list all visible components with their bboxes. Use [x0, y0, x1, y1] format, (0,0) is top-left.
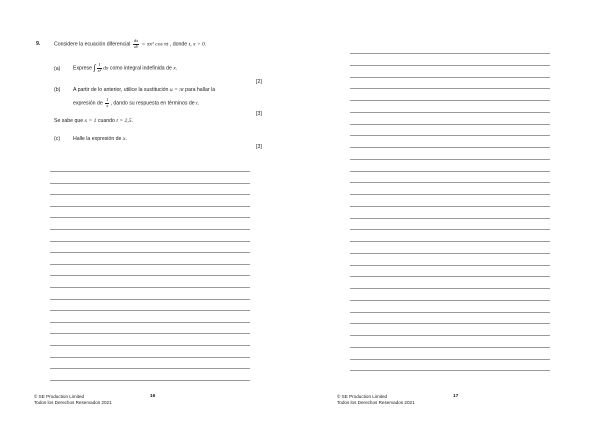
answer-line	[350, 370, 550, 371]
answer-line	[50, 275, 250, 276]
answer-line	[50, 183, 250, 184]
part-a-dx: dx	[103, 65, 109, 72]
derivative-denominator: dt	[134, 43, 138, 49]
answer-line	[350, 65, 550, 66]
answer-line	[50, 264, 250, 265]
answer-line	[350, 323, 550, 324]
answer-line	[350, 135, 550, 136]
part-a-marks: [2]	[256, 79, 262, 85]
answer-line	[50, 287, 250, 288]
part-b-line2	[73, 98, 199, 108]
answer-line	[350, 171, 550, 172]
answer-line	[50, 357, 250, 358]
answer-line	[350, 359, 550, 360]
part-b-fraction	[105, 98, 109, 108]
answer-line	[350, 253, 550, 254]
answer-line	[350, 194, 550, 195]
part-b-line2-end: , dando su respuesta en términos de	[110, 100, 195, 107]
answer-line	[50, 171, 250, 172]
part-b-var: t	[196, 100, 198, 107]
answer-line	[50, 299, 250, 300]
answer-line	[50, 368, 250, 369]
part-a-fraction	[97, 63, 102, 73]
answer-line	[50, 345, 250, 346]
given-mid: cuando	[97, 118, 115, 124]
answer-line	[350, 182, 550, 183]
part-b-line1-end: para hallar la	[185, 87, 216, 93]
answer-line	[50, 322, 250, 323]
answer-line	[350, 229, 550, 230]
part-c-marks: [3]	[256, 144, 262, 150]
answer-line	[350, 312, 550, 313]
intro-text: Considere la ecuación diferencial	[54, 41, 131, 48]
right-page	[300, 0, 600, 424]
answer-line	[350, 147, 550, 148]
given-condition	[54, 118, 133, 124]
answer-line	[50, 310, 250, 311]
answer-line	[350, 124, 550, 125]
left-footer-rights: Todos los Derechos Reservados 2021	[34, 400, 112, 405]
answer-line	[50, 380, 250, 381]
answer-line	[350, 218, 550, 219]
answer-line	[50, 229, 250, 230]
answer-line	[50, 217, 250, 218]
answer-line	[50, 206, 250, 207]
intro-suffix: , donde	[169, 41, 188, 48]
part-b-line2-text: expresión de	[73, 100, 103, 107]
given-end: .	[131, 118, 133, 124]
domain-condition: t, x > 0	[188, 41, 205, 48]
part-c-var: x	[122, 136, 126, 142]
given-cond-1: x = 1	[84, 118, 97, 124]
derivative-numerator: dx	[133, 38, 139, 43]
answer-line	[350, 100, 550, 101]
answer-line	[50, 333, 250, 334]
given-text: Se sabe que	[54, 118, 84, 124]
right-page-number: 17	[453, 394, 459, 399]
right-footer-copyright: © SE Production Limited	[337, 394, 388, 399]
derivative-fraction	[133, 39, 139, 49]
answer-line	[50, 194, 250, 195]
left-footer	[34, 394, 112, 406]
part-c-text	[73, 136, 127, 142]
part-a-numerator: 1	[98, 62, 101, 67]
part-a-end: .	[175, 65, 178, 72]
part-c-end: .	[125, 136, 127, 142]
part-b-line1-text: A partir de lo anterior, utilice la sustitución	[73, 87, 169, 93]
answer-line	[350, 206, 550, 207]
part-b-numerator: 1	[106, 97, 109, 102]
answer-line	[350, 300, 550, 301]
answer-line	[50, 241, 250, 242]
answer-line	[350, 53, 550, 54]
part-a-label: (a)	[54, 66, 61, 72]
part-b-marks: [3]	[256, 111, 262, 117]
substitution: u = πt	[169, 87, 184, 93]
answer-line	[350, 112, 550, 113]
part-a-text-before: Exprese	[73, 65, 93, 72]
question-number: 9.	[36, 41, 41, 47]
part-c-label: (c)	[54, 136, 61, 142]
answer-line	[350, 88, 550, 89]
answer-line	[350, 77, 550, 78]
part-b-end: .	[197, 100, 200, 107]
left-page-number: 16	[150, 394, 156, 399]
part-a-denominator: x²	[97, 67, 102, 73]
derivative-rhs: = πx² cos πt	[141, 41, 169, 48]
given-cond-2: t = 2,5	[116, 118, 132, 124]
answer-line	[350, 276, 550, 277]
right-footer	[337, 394, 415, 406]
part-c-text-main: Halle la expresión de	[73, 136, 122, 142]
part-a-var: x	[173, 65, 176, 72]
part-b-denominator: x	[106, 102, 109, 108]
answer-line	[350, 335, 550, 336]
part-a-text	[73, 63, 177, 73]
part-b-label: (b)	[54, 87, 61, 93]
answer-line	[50, 252, 250, 253]
intro-end: .	[204, 41, 207, 48]
answer-line	[350, 241, 550, 242]
answer-line	[350, 288, 550, 289]
answer-line	[350, 265, 550, 266]
part-a-text-after: como integral indefinida de	[109, 65, 172, 72]
right-footer-rights: Todos los Derechos Reservados 2021	[337, 400, 415, 405]
answer-line	[350, 159, 550, 160]
question-intro	[54, 39, 206, 49]
left-footer-copyright: © SE Production Limited	[34, 394, 85, 399]
integral-sign: ∫	[93, 63, 96, 73]
answer-line	[350, 347, 550, 348]
part-b-line1	[73, 87, 215, 93]
